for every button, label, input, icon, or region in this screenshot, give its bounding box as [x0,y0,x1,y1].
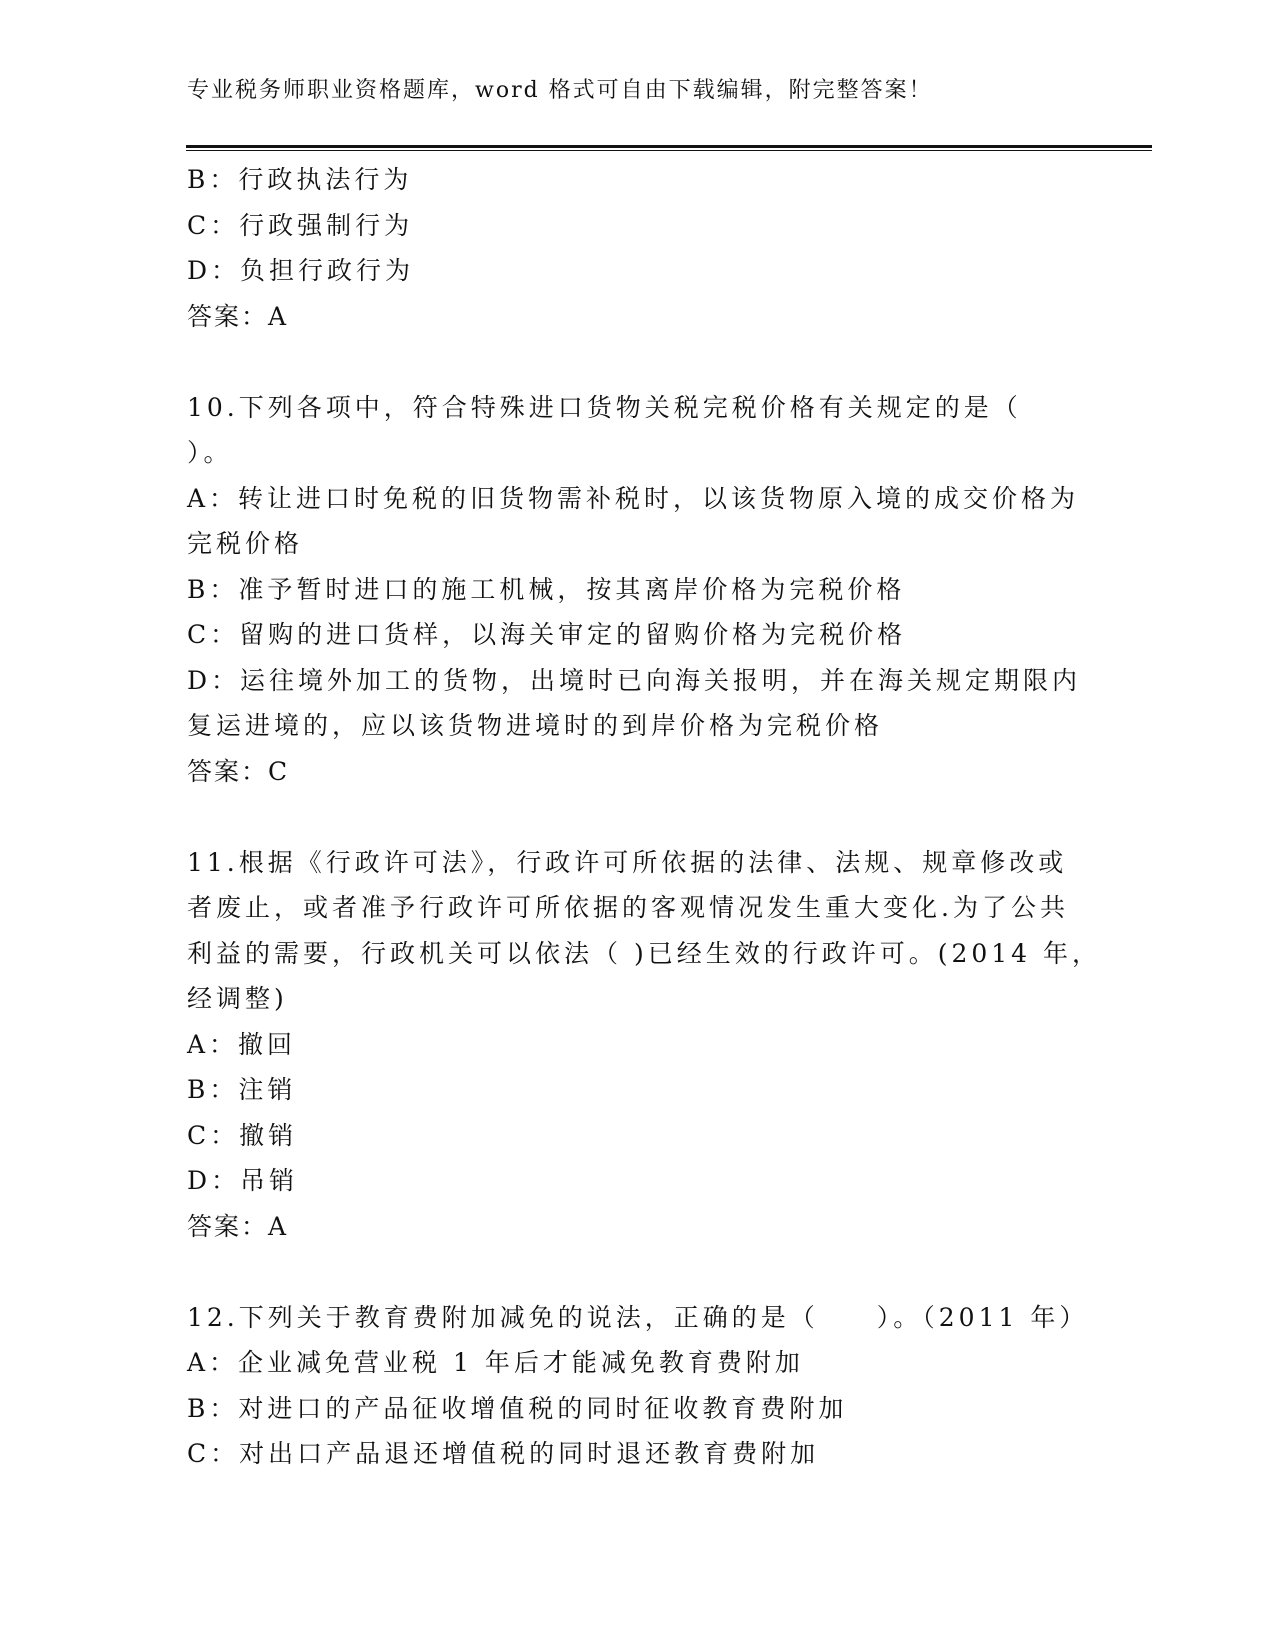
option-d: D：运往境外加工的货物，出境时已向海关报明，并在海关规定期限内 [187,665,1082,695]
page-header: 专业税务师职业资格题库，word 格式可自由下载编辑，附完整答案！ [187,78,933,103]
spacer [187,794,1087,840]
option-d: D：负担行政行为 [187,256,415,285]
option-a: A：撤回 [187,1029,297,1059]
option-c: C：撤销 [187,1120,298,1150]
answer: 答案：C [187,756,290,786]
question-stem: ）。 [187,438,233,467]
continued-question [187,157,1087,339]
option-c: C：行政强制行为 [187,210,414,240]
option-a: A：企业减免营业税 1 年后才能减免教育费附加 [187,1348,804,1377]
question-11 [187,840,1102,1250]
option-b: B：准予暂时进口的施工机械，按其离岸价格为完税价格 [187,574,906,604]
header-rule [186,145,1152,148]
option-d: D：吊销 [187,1166,299,1195]
option-a: A：转让进口时免税的旧货物需补税时，以该货物原入境的成交价格为 [187,483,1080,513]
answer: 答案：A [187,1211,289,1241]
question-stem: 11.根据《行政许可法》，行政许可所依据的法律、法规、规章修改或 [187,847,1068,877]
question-stem: 者废止，或者准予行政许可所依据的客观情况发生重大变化.为了公共 [187,893,1069,922]
option-b: B：行政执法行为 [187,165,413,194]
question-10 [187,385,1087,795]
question-content [187,157,1102,1477]
option-c: C：对出口产品退还增值税的同时退还教育费附加 [187,1439,820,1468]
header-rule-thin [186,150,1152,151]
option-c: C：留购的进口货样，以海关审定的留购价格为完税价格 [187,620,907,649]
option-a: 完税价格 [187,529,304,558]
option-b: B：注销 [187,1075,297,1104]
question-stem: 12.下列关于教育费附加减免的说法，正确的是（ ）。（2011 年） [187,1302,1089,1332]
question-stem: 经调整) [187,984,288,1013]
option-b: B：对进口的产品征收增值税的同时征收教育费附加 [187,1393,848,1423]
question-stem: 利益的需要，行政机关可以依法（ )已经生效的行政许可。(2014 年， [187,938,1102,968]
question-stem: 10.下列各项中，符合特殊进口货物关税完税价格有关规定的是（ [187,392,1022,422]
option-d: 复运进境的，应以该货物进境时的到岸价格为完税价格 [187,711,884,740]
spacer [187,339,1087,385]
question-12 [187,1295,1087,1477]
spacer [187,1249,1087,1295]
answer: 答案：A [187,301,289,331]
